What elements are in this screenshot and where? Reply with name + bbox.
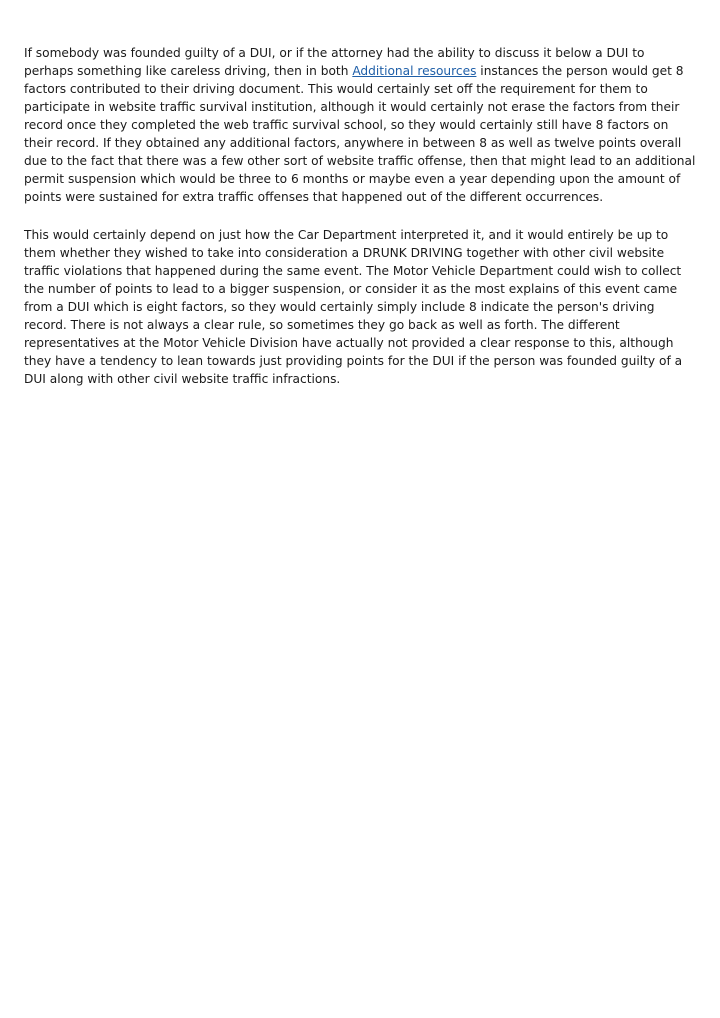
document-body [24, 44, 696, 408]
paragraph-1-text-start: If somebody was founded guilty of a DUI, or if the attorney had the ability to discuss it below a DUI to perhaps something like careless driving, then in both [24, 46, 645, 78]
paragraph-1-text-end: instances the person would get 8 factors contributed to their driving document. This would certainly set off the requirement for them to participate in website traffic survival institution, although it would certainly not erase the factors from their record once they completed the web traffic survival school, so they would certainly still have 8 factors on their record. If they obtained any additional factors, anywhere in between 8 as well as twelve points overall due to the fact that there was a few other sort of website traffic offense, then that might lead to an additional permit suspension which would be three to 6 months or maybe even a year depending upon the amount of points were sustained for extra traffic offenses that happened out of the different occurrences. [24, 64, 696, 204]
additional-resources-link[interactable]: Additional resources [352, 64, 477, 78]
paragraph-2: This would certainly depend on just how the Car Department interpreted it, and it would entirely be up to them whether they wished to take into consideration a DRUNK DRIVING together with other civil website traffic violations that happened during the same event. The Motor Vehicle Department could wish to collect the number of points to lead to a bigger suspension, or consider it as the most explains of this event came from a DUI which is eight factors, so they would certainly simply include 8 indicate the person's driving record. There is not always a clear rule, so sometimes they go back as well as forth. The different representatives at the Motor Vehicle Division have actually not provided a clear response to this, although they have a tendency to lean towards just providing points for the DUI if the person was founded guilty of a DUI along with other civil website traffic infractions. [24, 228, 683, 386]
paragraph-1 [24, 44, 696, 206]
